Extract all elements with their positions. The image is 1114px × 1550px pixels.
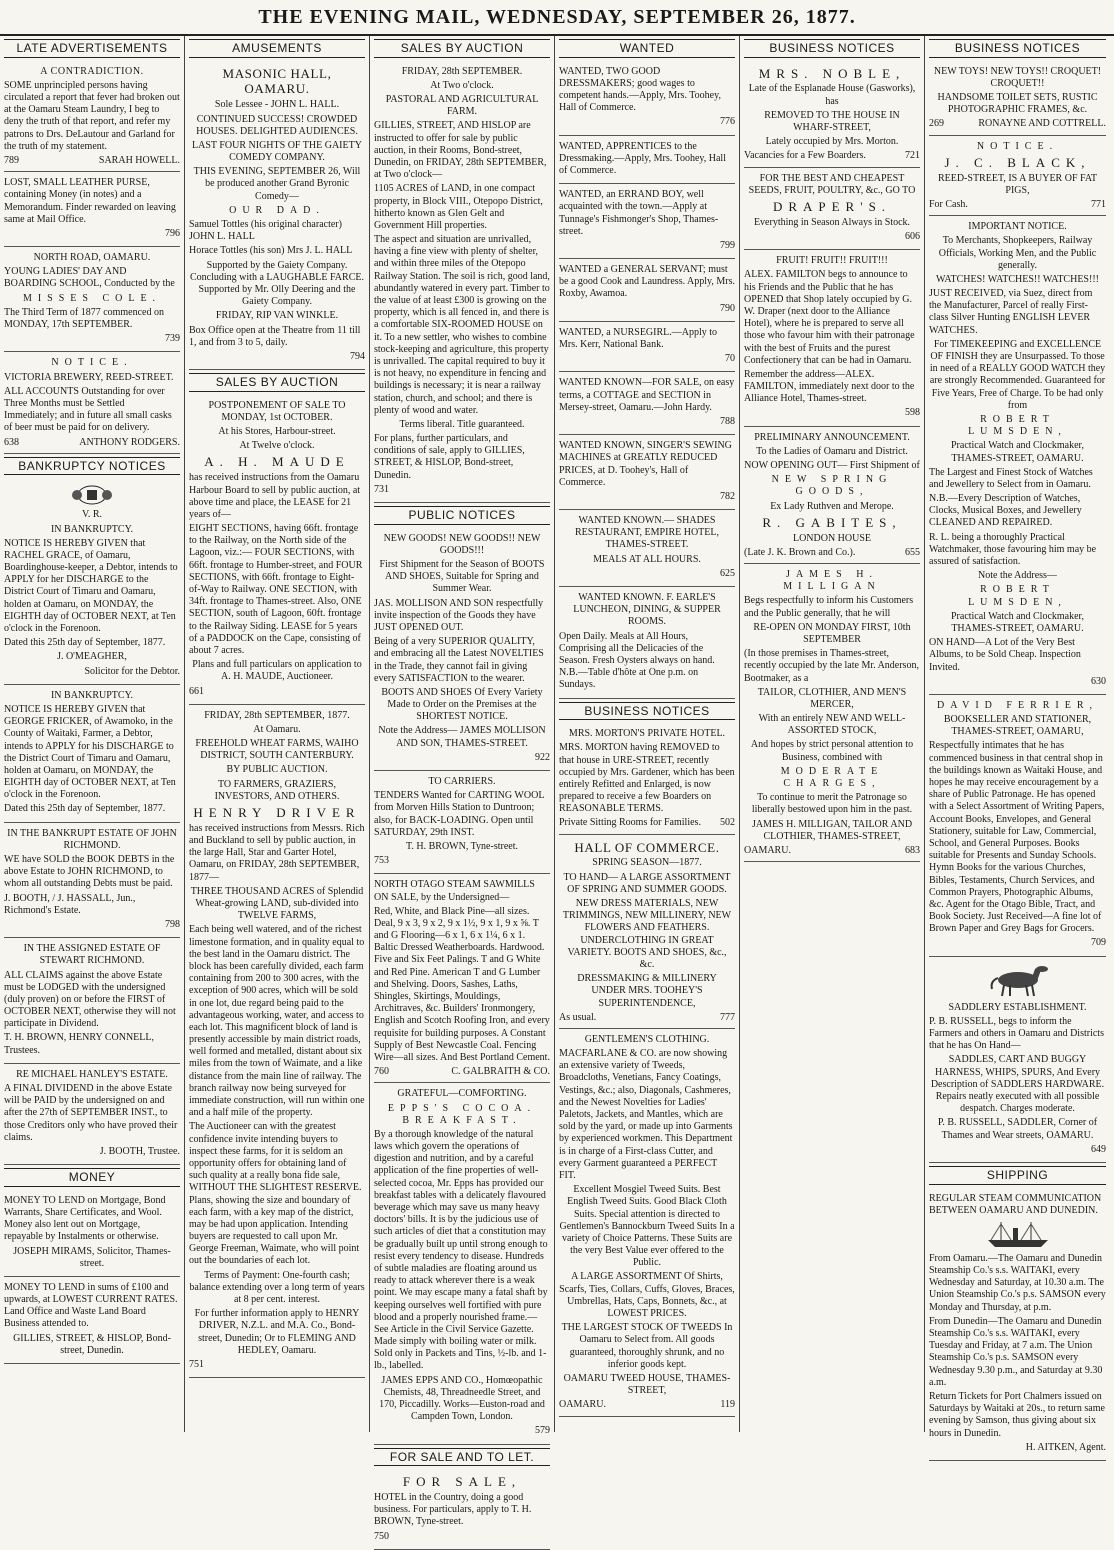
section-heading: MONEY bbox=[4, 1168, 180, 1187]
ad-draper: FOR THE BEST AND CHEAPEST SEEDS, FRUIT, POULTRY, &c., GO TO DRAPER'S. Everything in Season Always in Stock. 606 bbox=[744, 168, 920, 251]
section-heading: FOR SALE AND TO LET. bbox=[374, 1448, 550, 1467]
ad-shipping: REGULAR STEAM COMMUNICATION BETWEEN OAMARU AND DUNEDIN. From Oamaru.—The Oamaru and Dunedin Steamship Co.'s s.s. WAITAKI, every Wednesday and Saturday, at 10.30 a.m. The Union Steamship Co.'s p.s. SAMSON every Monday and Thursday, at p.m. From Dunedin—The Oamaru and Dunedin Steamship Co.'s s.s. WAITAKI, every Tuesday and Friday, at 7 a.m. The Union Steamship Co.'s p.s. SAMSON every Wednesday 9.30 p.m., and Saturday at 9.30 a.m. Return Tickets for Port Chalmers issued on Saturdays by Waitaki at 20s., to return same evening by Samson, thus giving about six hours in Dunedin. H. AITKEN, Agent. bbox=[929, 1188, 1106, 1461]
section-heading: BUSINESS NOTICES bbox=[929, 39, 1106, 58]
steamship-icon bbox=[983, 1220, 1053, 1250]
ad-macfarlane: GENTLEMEN'S CLOTHING. MACFARLANE & CO. are now showing an extensive variety of Tweeds, Broadcloths, Venetians, Fancy Coatings, Vestings, &c.; also, Diagonals, Cashmeres, and the Newest Novelties for Ladies' Paletots, Jackets, and Mantles, which are sold by the yard, or made up into Garments by experienced workmen. This Department is in charge of a First-class Cutter, and every Garment guaranteed a PERFECT FIT. Excellent Mosgiel Tweed Suits. Best English Tweed Suits. Good Black Cloth Suits. Special attention is directed to Gentlemen's Bannockburn Tweed Suits In a variety of Choice Patterns. These Suits are the very Best Value ever offered to the Public. A LARGE ASSORTMENT Of Shirts, Scarfs, Ties, Collars, Cuffs, Gloves, Braces, Umbrellas, Hats, Caps, Bonnets, &c., at LOWEST PRICES. THE LARGEST STOCK OF TWEEDS In Oamaru to Select from. All goods guaranteed, thoroughly shrunk, and no inferior goods kept. OAMARU TWEED HOUSE, THAMES-STREET, OAMARU. 119 bbox=[559, 1029, 735, 1417]
section-heading: SHIPPING bbox=[929, 1166, 1106, 1185]
section-heading: WANTED bbox=[559, 39, 735, 58]
section-heading: PUBLIC NOTICES bbox=[374, 506, 550, 525]
ad-noble: MRS. NOBLE, Late of the Esplanade House (Gasworks), has REMOVED TO THE HOUSE IN WHARF-STREET, Lately occupied by Mrs. Morton. Vacancies for a Few Boarders. 721 bbox=[744, 61, 920, 168]
ad-morton-hotel: MRS. MORTON'S PRIVATE HOTEL. MRS. MORTON having REMOVED to that house in URE-STREET, recently occupied by Mrs. Gardener, which has been entirely Refitted and Enlarged, is now prepared to receive a few Boarders on REASONABLE TERMS. Private Sitting Rooms for Families. 502 bbox=[559, 723, 735, 835]
ad-carriers: TO CARRIERS. TENDERS Wanted for CARTING WOOL from Morven Hills Station to Duntroon; also, for BACK-LOADING. Open until SATURDAY, 29th INST. T. H. BROWN, Tyne-street. 753 bbox=[374, 771, 550, 874]
ad-masonic-hall: MASONIC HALL, OAMARU. Sole Lessee - JOHN L. HALL. CONTINUED SUCCESS! CROWDED HOUSES. DELIGHTED AUDIENCES. LAST FOUR NIGHTS OF THE GAIETY COMEDY COMPANY. THIS EVENING, SEPTEMBER 26, Will be produced another Grand Byronic Comedy— OUR DAD. Samuel Tottles (his original character) JOHN L. HALL Horace Tottles (his son) Mrs J. L. HALL Supported by the Gaiety Company. Concluding with a LAUGHABLE FARCE. Supported by Mr. Olly Deering and the Gaiety Company. FRIDAY, RIP VAN WINKLE. Box Office open at the Theatre from 11 till 1, and from 3 to 5, daily. 794 bbox=[189, 61, 365, 370]
ad-school: NORTH ROAD, OAMARU. YOUNG LADIES' DAY AND BOARDING SCHOOL, Conducted by the MISSES COLE. The Third Term of 1877 commenced on MONDAY, 17th SEPTEMBER. 739 bbox=[4, 247, 180, 352]
ad-sawmills: NORTH OTAGO STEAM SAWMILLS ON SALE, by the Undersigned— Red, White, and Black Pine—all sizes. Deal, 9 x 3, 9 x 2, 9 x 1½, 9 x 1, 9 x ⅝. T and G Flooring—6 x 1, 6 x 1¼, 6 x 1. Baltic Dressed Weatherboards. Hardwood. Five and Six Feet Palings. T and G White and Red Pine. American T and G Lumber and Shelving. Doors, Sashes, Laths, Shingles, Skirtings, Mouldings, Architraves, &c. Builders' Ironmongery, English and Scotch Roofing Iron, and every requisite for building purposes. A Constant Supply of Best Newcastle Coal. Fencing Wire—all sizes. And Best Portland Cement. 760 C. GALBRAITH & CO. bbox=[374, 874, 550, 1083]
horse-icon bbox=[978, 963, 1058, 999]
ad-hotel-for-sale: FOR SALE, HOTEL in the Country, doing a good business. For particulars, apply to T. H. BROWN, Tyne-street. 750 bbox=[374, 1469, 550, 1550]
ad-gillies-money: MONEY TO LEND in sums of £100 and upwards, at LOWEST CURRENT RATES. Land Office and Waste Land Board Business attended to. GILLIES, STREET, & HISLOP, Bond-street, Dunedin. bbox=[4, 1277, 180, 1364]
section-heading: SALES BY AUCTION bbox=[374, 39, 550, 58]
column-business-notices-1 bbox=[740, 36, 925, 1432]
ad-wanted: WANTED, a NURSEGIRL.—Apply to Mrs. Kerr, National Bank. 70 bbox=[559, 322, 735, 373]
ad-wanted: WANTED, TWO GOOD DRESSMAKERS; good wages to competent hands.—Apply, Mrs. Toohey, Hall of Commerce. 776 bbox=[559, 61, 735, 136]
ad-milligan: JAMES H. MILLIGAN Begs respectfully to inform his Customers and the Public generally, that he will RE-OPEN ON MONDAY FIRST, 10th SEPTEMBER (In those premises in Thames-street, recently occupied by the late Mr. Anderson, Bootmaker, as a TAILOR, CLOTHIER, AND MEN'S MERCER, With an entirely NEW AND WELL-ASSORTED STOCK, And hopes by strict personal attention to Business, combined with MODERATE CHARGES, To continue to merit the Patronage so liberally bestowed upon him in the past. JAMES H. MILLIGAN, TAILOR AND CLOTHIER, THAMES-STREET, OAMARU. 683 bbox=[744, 564, 920, 862]
ad-brewery: NOTICE. VICTORIA BREWERY, REED-STREET. ALL ACCOUNTS Outstanding for over Three Months must be Settled Immediately; and in future all small casks of beer must be paid for on delivery. 638 ANTHONY RODGERS. bbox=[4, 352, 180, 453]
ad-black: NOTICE. J. C. BLACK, REED-STREET, IS A BUYER OF FAT PIGS, For Cash. 771 bbox=[929, 136, 1106, 217]
column-business-notices-2 bbox=[925, 36, 1110, 1453]
ad-wanted: WANTED a GENERAL SERVANT; must be a good Cook and Laundress. Apply, Mrs. Roxby, Awamoa. 790 bbox=[559, 259, 735, 322]
section-heading: SALES BY AUCTION bbox=[189, 373, 365, 392]
ad-wanted: WANTED, an ERRAND BOY, well acquainted with the town.—Apply at Tunnage's Fishmonger's Shop, Thames-street. 799 bbox=[559, 184, 735, 259]
ad-lost-purse: LOST, SMALL LEATHER PURSE, containing Money (in notes) and a Memorandum. Finder rewarded on leaving same at Mail Office. 796 bbox=[4, 172, 180, 247]
ad-driver: FRIDAY, 28th SEPTEMBER, 1877. At Oamaru. FREEHOLD WHEAT FARMS, WAIHO DISTRICT, SOUTH CANTERBURY. BY PUBLIC AUCTION. TO FARMERS, GRAZIERS, INVESTORS, AND OTHERS. HENRY DRIVER has received instructions from Messrs. Rich and Buckland to sell by public auction, in the large Hall, Star and Garter Hotel, Oamaru, on FRIDAY, 28th SEPTEMBER, 1877— THREE THOUSAND ACRES of Splendid Wheat-growing LAND, sub-divided into TWELVE FARMS, Each being well watered, and of the richest limestone formation, and in quality equal to the best land in the Oamaru district. The block has been carefully divided, each farm containing from 200 to 300 acres, with the exception of 900 acres, which will be sold in one lot, due regard being paid to the advantageous working, water, and access to each lot. This magnificent block of land is presently accessible by main district roads, well formed and metalled, distant about six miles from the town of Waimate, and a like distance from the main line of railway. The branch railway now being surveyed for immediate construction, will run within one and a half mile of the property. The Auctioneer can with the greatest confidence invite intending buyers to inspect these farms, for it is seldom an opportunity offers for obtaining land of such quality at a really bona fide sale, WITHOUT THE SLIGHTEST RESERVE. Plans, showing the size and boundary of each farm, with a key map of the district, may be had upon application. Intending buyers are requested to call upon Mr. George Freeman, Waimate, who will point out the boundaries of each lot. Terms of Payment: One-fourth cash; balance extending over a long term of years at 8 per cent. interest. For further information apply to HENRY DRIVER, N.Z.L. and M.A. Co., Bond-street, Dunedin; Or to FLEMING AND HEDLEY, Oamaru. 751 bbox=[189, 705, 365, 1378]
ad-ferrier: DAVID FERRIER, BOOKSELLER AND STATIONER, THAMES-STREET, OAMARU, Respectfully intimates that he has commenced business in that central shop in the buildings known as Waitaki House, and hopes he may receive encouragement by a share of Public Patronage. He has opened with a Select Assortment of Writing Papers, Account Books, Envelopes, and General Stationery, suitable for Law, Commercial, School, and General Purposes. Books suitable for Presents and Sunday Schools. Hymn Books for the various Churches, Bibles, Testaments, Church Services, and Common Prayers, Photographic Albums, &c. Agent for the Otago Bible, Tract, and Book Society. Just Received—A fine lot of Brown Paper and Grey Bags for Grocers. 709 bbox=[929, 695, 1106, 957]
ad-familton: FRUIT! FRUIT!! FRUIT!!! ALEX. FAMILTON begs to announce to his Friends and the Public that he has OPENED that Shop lately occupied by G. W. Draper (next door to the Alliance Hotel), where he is prepared to serve all those who favour him with their patronage with the best of Fruits and the purest Confectionery that can be had in Oamaru. Remember the address—ALEX. FAMILTON, immediately next door to the Alliance Hotel, Thames-street. 598 bbox=[744, 250, 920, 426]
column-sales-by-auction bbox=[370, 36, 555, 1542]
ad-wanted: WANTED KNOWN, SINGER'S SEWING MACHINES at GREATLY REDUCED PRICES, at D. Toohey's, Hall of Commerce. 782 bbox=[559, 435, 735, 510]
column-wanted bbox=[555, 36, 740, 1432]
section-heading: BANKRUPTCY NOTICES bbox=[4, 457, 180, 476]
ad-hanley: RE MICHAEL HANLEY'S ESTATE. A FINAL DIVIDEND in the above Estate will be PAID by the undersigned on and after the 27th of SEPTEMBER INST., to those Creditors only who have proved their claims. J. BOOTH, Trustee. bbox=[4, 1064, 180, 1165]
section-heading: LATE ADVERTISEMENTS bbox=[4, 39, 180, 58]
section-heading: BUSINESS NOTICES bbox=[559, 702, 735, 721]
ad-maude: POSTPONEMENT OF SALE TO MONDAY, 1st OCTOBER. At his Stores, Harbour-street. At Twelve o'clock. A. H. MAUDE has received instructions from the Oamaru Harbour Board to sell by public auction, at above time and place, the LEASE for 21 years of— EIGHT SECTIONS, having 66ft. frontage to the Railway, on the North side of the Lagoon, viz.:— FOUR SECTIONS, with 66ft. frontage to Humber-street, and FOUR SECTIONS, with 66ft. frontage to Eight-of-Way to Railway. ONE SECTION, with 34ft. frontage to Thames-street. Also, ONE SECTION, south of Lagoon, 60ft. frontage to the Railway Siding. LEASE for 5 years of a PADDOCK on the Cape, consisting of about 7 acres. Plans and full particulars on application to A. H. MAUDE, Auctioneer. 661 bbox=[189, 395, 365, 705]
ad-ronayne: NEW TOYS! NEW TOYS!! CROQUET! CROQUET!! HANDSOME TOILET SETS, RUSTIC PHOTOGRAPHIC FRAMES, &c. 269 RONAYNE AND COTTRELL. bbox=[929, 61, 1106, 136]
ad-gabites: PRELIMINARY ANNOUNCEMENT. To the Ladies of Oamaru and District. NOW OPENING OUT— First Shipment of NEW SPRING GOODS, Ex Lady Ruthven and Merope. R. GABITES, LONDON HOUSE (Late J. K. Brown and Co.). 655 bbox=[744, 427, 920, 564]
ad-russell: SADDLERY ESTABLISHMENT. P. B. RUSSELL, begs to inform the Farmers and others in Oamaru and Districts that he has On Hand— SADDLES, CART AND BUGGY HARNESS, WHIPS, SPURS, And Every Description of SADDLERS HARDWARE. Repairs neatly executed with all possible despatch. Charges moderate. P. B. RUSSELL, SADDLER, Corner of Thames and Wear streets, OAMARU. 649 bbox=[929, 957, 1106, 1163]
section-heading: BUSINESS NOTICES bbox=[744, 39, 920, 58]
ad-wanted: WANTED KNOWN. F. EARLE'S LUNCHEON, DINING, & SUPPER ROOMS. Open Daily. Meals at All Hours, Comprising all the Delicacies of the Season. Fresh Oysters always on hand. N.B.—Table d'hôte at One p.m. on Sundays. bbox=[559, 587, 735, 699]
section-heading: AMUSEMENTS bbox=[189, 39, 365, 58]
column-amusements bbox=[185, 36, 370, 1432]
ad-fricker: IN BANKRUPTCY. NOTICE IS HEREBY GIVEN that GEORGE FRICKER, of Awamoko, in the County of Waitaki, Farmer, a Debtor, intends to APPLY for his DISCHARGE to the District Court of Timaru and Oamaru, holden at Oamaru, on MONDAY, the EIGHTH day of OCTOBER NEXT, at Ten o'clock in the Forenoon. Dated this 25th day of September, 1877. bbox=[4, 685, 180, 823]
ad-grace: V. R. IN BANKRUPTCY. NOTICE IS HEREBY GIVEN that RACHEL GRACE, of Oamaru, Boardinghouse-keeper, a Debtor, intends to APPLY for her DISCHARGE to the District Court of Timaru and Oamaru, holden at Oamaru, on MONDAY, the EIGHTH day of OCTOBER NEXT, at Ten o'clock in the Forenoon. Dated this 25th day of September, 1877. J. O'MEAGHER, Solicitor for the Debtor. bbox=[4, 478, 180, 684]
ad-wanted: WANTED KNOWN—FOR SALE, on easy terms, a COTTAGE and SECTION in Mersey-street, Oamaru.—John Hardy. 788 bbox=[559, 372, 735, 435]
ad-stewart: IN THE ASSIGNED ESTATE OF STEWART RICHMOND. ALL CLAIMS against the above Estate must be LODGED with the undersigned (duly proven) on or before the FIRST of OCTOBER NEXT, otherwise they will not participate in Dividend. T. H. BROWN, HENRY CONNELL, Trustees. bbox=[4, 938, 180, 1064]
ad-wanted: WANTED KNOWN.— SHADES RESTAURANT, EMPIRE HOTEL, THAMES-STREET. MEALS AT ALL HOURS. 625 bbox=[559, 510, 735, 587]
column-late-advertisements bbox=[0, 36, 185, 1432]
ad-hall-of-commerce: HALL OF COMMERCE. SPRING SEASON—1877. TO HAND— A LARGE ASSORTMENT OF SPRING AND SUMMER GOODS. NEW DRESS MATERIALS, NEW TRIMMINGS, NEW MILLINERY, NEW FLOWERS AND FEATHERS. UNDERCLOTHING IN GREAT VARIETY. BOOTS AND SHOES, &c., &c. DRESSMAKING & MILLINERY UNDER MRS. TOOHEY'S SUPERINTENDENCE, As usual. 777 bbox=[559, 835, 735, 1029]
ad-richmond: IN THE BANKRUPT ESTATE OF JOHN RICHMOND. WE have SOLD the BOOK DEBTS in the above Estate to JOHN RICHMOND, to whom all outstanding Debts must be paid. J. BOOTH, / J. HASSALL, Jun., Richmond's Estate. 798 bbox=[4, 823, 180, 939]
ad-wanted: WANTED, APPRENTICES to the Dressmaking.—Apply, Mrs. Toohey, Hall of Commerce. bbox=[559, 136, 735, 185]
ad-mollison: NEW GOODS! NEW GOODS!! NEW GOODS!!! First Shipment for the Season of BOOTS AND SHOES, Suitable for Spring and Summer Wear. JAS. MOLLISON AND SON respectfully invite inspection of the Goods they have JUST OPENED OUT. Being of a very SUPERIOR QUALITY, and embracing all the Latest NOVELTIES in the Trade, they cannot fail in giving every SATISFACTION to the wearer. BOOTS AND SHOES Of Every Variety Made to Order on the Premises at the SHORTEST NOTICE. Note the Address— JAMES MOLLISON AND SON, THAMES-STREET. 922 bbox=[374, 528, 550, 771]
ad-contradiction: A CONTRADICTION. SOME unprincipled persons having circulated a report that fever had broken out at the Oamaru Steam Laundry, I beg to deny the truth of that report, and refer my patrons to Drs. DeLautour and Garland for the truth of my statement. 789 SARAH HOWELL. bbox=[4, 61, 180, 173]
ad-mirams: MONEY TO LEND on Mortgage, Bond Warrants, Share Certificates, and Wool. Money also lent out on Mortgage, repayable by Instalments or otherwise. JOSEPH MIRAMS, Solicitor, Thames-street. bbox=[4, 1190, 180, 1277]
ad-gillies-farm: FRIDAY, 28th SEPTEMBER. At Two o'clock. PASTORAL AND AGRICULTURAL FARM. GILLIES, STREET, AND HISLOP are instructed to offer for sale by public auction, in their Rooms, Bond-street, Dunedin, on FRIDAY, 28th SEPTEMBER, at Two o'clock— 1105 ACRES of LAND, in one compact property, in Block VIII., Otepopo District, hitherto known as Glen Gelt and Government Hill properties. The aspect and situation are unrivalled, having a fine view with plenty of shelter, and within three miles of the Otepopo Railway Station. The soil is rich, good land, abundantly watered in every part. Timber to the value of at least £300 is growing on the property, which is all fenced in, and there is a comfortable SIX-ROOMED HOUSE on it. To a new settler, who wishes to combine stock-keeping and agriculture, this property is unrivalled. The capital required to buy it is not heavy, no expenditure in fencing and buildings is necessary; it is near a railway station, church, and school; and there is plenty of wood and water. Terms liberal. Title guaranteed. For plans, further particulars, and conditions of sale, apply to GILLIES, STREET, & HISLOP, Bond-street, Dunedin. 731 bbox=[374, 61, 550, 503]
royal-arms-icon bbox=[57, 484, 127, 506]
ad-lumsden: IMPORTANT NOTICE. To Merchants, Shopkeepers, Railway Officials, Working Men, and the Public generally. WATCHES! WATCHES!! WATCHES!!! JUST RECEIVED, via Suez, direct from the Manufacturer, Parcel of really First-class Silver Hunting ENGLISH LEVER WATCHES. For TIMEKEEPING and EXCELLENCE OF FINISH they are Unsurpassed. To those in need of a REALLY GOOD WATCH they are strongly Recommended. Guaranteed for Five Years, Free of Charge. To be had only from ROBERT LUMSDEN, Practical Watch and Clockmaker, THAMES-STREET, OAMARU. The Largest and Finest Stock of Watches and Jewellery to Select from in Oamaru. N.B.—Every Description of Watches, Clocks, Musical Boxes, and Jewellery CLEANED AND REPAIRED. R. L. being a thoroughly Practical Watchmaker, those favouring him may be assured of satisfaction. Note the Address— ROBERT LUMSDEN, Practical Watch and Clockmaker, THAMES-STREET, OAMARU. ON HAND—A Lot of the Very Best Albums, to be Sold Cheap. Inspection Invited. 630 bbox=[929, 216, 1106, 695]
ad-epps-cocoa: GRATEFUL—COMFORTING. EPPS'S COCOA. BREAKFAST. By a thorough knowledge of the natural laws which govern the operations of digestion and nutrition, and by a careful application of the fine properties of well-selected cocoa, Mr. Epps has provided our breakfast tables with a delicately flavoured beverage which may save us many heavy doctors' bills. It is by the judicious use of such articles of diet that a constitution may be gradually built up until strong enough to resist every tendency to disease. Hundreds of subtle maladies are floating around us ready to attack wherever there is a weak point. We may escape many a fatal shaft by keeping ourselves well fortified with pure blood and a properly nourished frame.—See Article in the Civil Service Gazette. Made simply with boiling water or milk. Sold only in Packets and Tins, ½-lb. and 1-lb., labelled. JAMES EPPS AND CO., Homœopathic Chemists, 48, Threadneedle Street, and 170, Piccadilly. Works—Euston-road and Campden Town, London. 579 bbox=[374, 1083, 550, 1444]
masthead: THE EVENING MAIL, WEDNESDAY, SEPTEMBER 26, 1877. bbox=[0, 0, 1114, 36]
